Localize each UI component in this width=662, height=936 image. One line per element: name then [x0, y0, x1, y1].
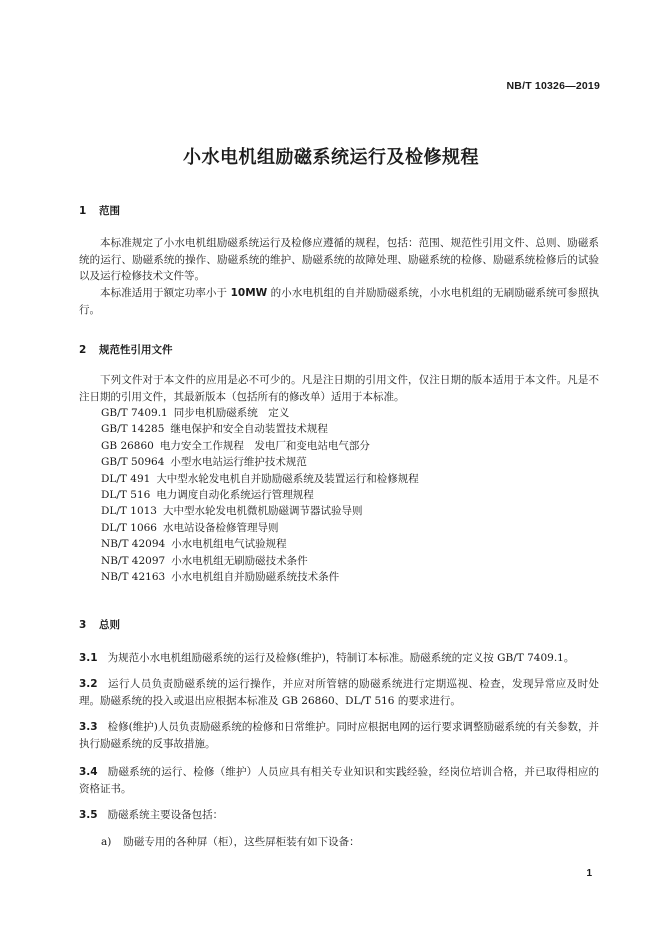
reference-code: NB/T 42097: [101, 554, 166, 567]
reference-title: 大中型水轮发电机自并励励磁系统及装置运行和检修规程: [156, 472, 419, 485]
clause-number: 3.3: [79, 721, 98, 733]
reference-title: 同步电机励磁系统 定义: [173, 407, 290, 419]
item-text: 励磁专用的各种屏（柜），这些屏柜装有如下设备：: [123, 836, 360, 848]
reference-code: DL/T 1066: [101, 521, 157, 534]
reference-code: GB/T 50964: [101, 456, 165, 469]
reference-code: DL/T 491: [101, 472, 151, 485]
clause-number: 3.4: [79, 766, 98, 778]
reference-title: 小水电机组电气试验规程: [171, 538, 287, 551]
reference-code: DL/T 1013: [101, 505, 157, 518]
reference-item: [101, 487, 419, 503]
clause-3-3: [79, 719, 599, 752]
reference-list: [101, 405, 419, 585]
reference-code: NB/T 42094: [101, 538, 166, 551]
reference-title: 大中型水轮发电机微机励磁调节器试验导则: [163, 505, 363, 518]
reference-item: [101, 405, 419, 421]
section-heading-normative: [79, 342, 173, 357]
section-title: 总则: [99, 619, 120, 631]
section-number: 3: [79, 619, 87, 631]
reference-title: 小水电机组无刷励磁技术条件: [171, 554, 308, 567]
scope-text-before: 本标准适用于额定功率小于: [100, 287, 231, 299]
clause-text: 励磁系统主要设备包括：: [107, 809, 224, 821]
reference-code: GB/T 14285: [101, 423, 165, 436]
document-title: 小水电机组励磁系统运行及检修规程: [183, 147, 479, 168]
reference-title: 电力安全工作规程 发电厂和变电站电气部分: [159, 439, 370, 452]
reference-code: NB/T 42163: [101, 571, 166, 584]
clause-3-4: [79, 764, 599, 797]
reference-item: [101, 569, 419, 585]
list-item-a: [101, 834, 360, 850]
reference-item: [101, 471, 419, 487]
scope-text-after: 的小水电机组的自并励励磁系统，小水电机组的无刷励磁系统可参照执行。: [79, 287, 599, 316]
clause-text: 励磁系统的运行、检修（维护）人员应具有相关专业知识和实践经验，经岗位培训合格，并已取得相应的资格证书。: [79, 766, 599, 795]
clause-3-5: [79, 807, 599, 824]
reference-item: [101, 454, 419, 470]
reference-title: 小水电机组自并励励磁系统技术条件: [171, 571, 340, 584]
reference-item: [101, 536, 419, 552]
reference-item: [101, 421, 419, 437]
clause-text: 为规范小水电机组励磁系统的运行及检修(维护)，特制订本标准。励磁系统的定义按 GB/T 7409.1。: [107, 652, 575, 664]
reference-item: [101, 438, 419, 454]
clause-3-2: [79, 676, 599, 709]
reference-title: 继电保护和安全自动装置技术规程: [170, 423, 328, 436]
standard-code: NB/T 10326—2019: [506, 80, 600, 92]
normative-intro: 下列文件对于本文件的应用是必不可少的。凡是注日期的引用文件，仅注日期的版本适用于本文件。凡是不注日期的引用文件，其最新版本（包括所有的修改单）适用于本标准。: [79, 374, 599, 403]
scope-paragraph-2: [79, 285, 599, 318]
section-heading-general: [79, 617, 120, 632]
reference-item: [101, 503, 419, 519]
clause-number: 3.5: [79, 809, 98, 821]
section-number: 1: [79, 205, 87, 217]
clause-number: 3.2: [79, 678, 98, 690]
reference-code: GB/T 7409.1: [101, 407, 168, 419]
clause-text: 检修(维护)人员负责励磁系统的检修和日常维护。同时应根据电网的运行要求调整励磁系统的有关参数，并执行励磁系统的反事故措施。: [79, 721, 599, 750]
reference-item: [101, 520, 419, 536]
reference-title: 水电站设备检修管理导则: [163, 521, 279, 534]
reference-code: DL/T 516: [101, 489, 151, 502]
clause-text: 运行人员负责励磁系统的运行操作，并应对所管辖的励磁系统进行定期巡视、检查，发现异常应及时处理。励磁系统的投入或退出应根据本标准及 GB 26860、DL/T 516 的要求进行。: [79, 678, 599, 707]
section-title: 范围: [99, 205, 120, 217]
page-number: 1: [586, 868, 592, 879]
clause-number: 3.1: [79, 652, 98, 664]
section-number: 2: [79, 344, 87, 356]
item-marker: a): [101, 836, 112, 848]
reference-title: 小型水电站运行维护技术规范: [170, 456, 307, 469]
reference-item: [101, 553, 419, 569]
section-title: 规范性引用文件: [99, 344, 173, 356]
reference-code: GB 26860: [101, 439, 154, 452]
clause-3-1: [79, 650, 599, 667]
section-heading-scope: [79, 203, 120, 218]
rated-power-value: 10MW: [230, 287, 268, 299]
reference-title: 电力调度自动化系统运行管理规程: [156, 489, 314, 502]
scope-paragraph-1: 本标准规定了小水电机组励磁系统运行及检修应遵循的规程，包括：范围、规范性引用文件、总则、励磁系统的运行、励磁系统的操作、励磁系统的维护、励磁系统的故障处理、励磁系统的检修、励磁系统检修后的试验以及运行检修技术文件等。: [79, 237, 599, 282]
